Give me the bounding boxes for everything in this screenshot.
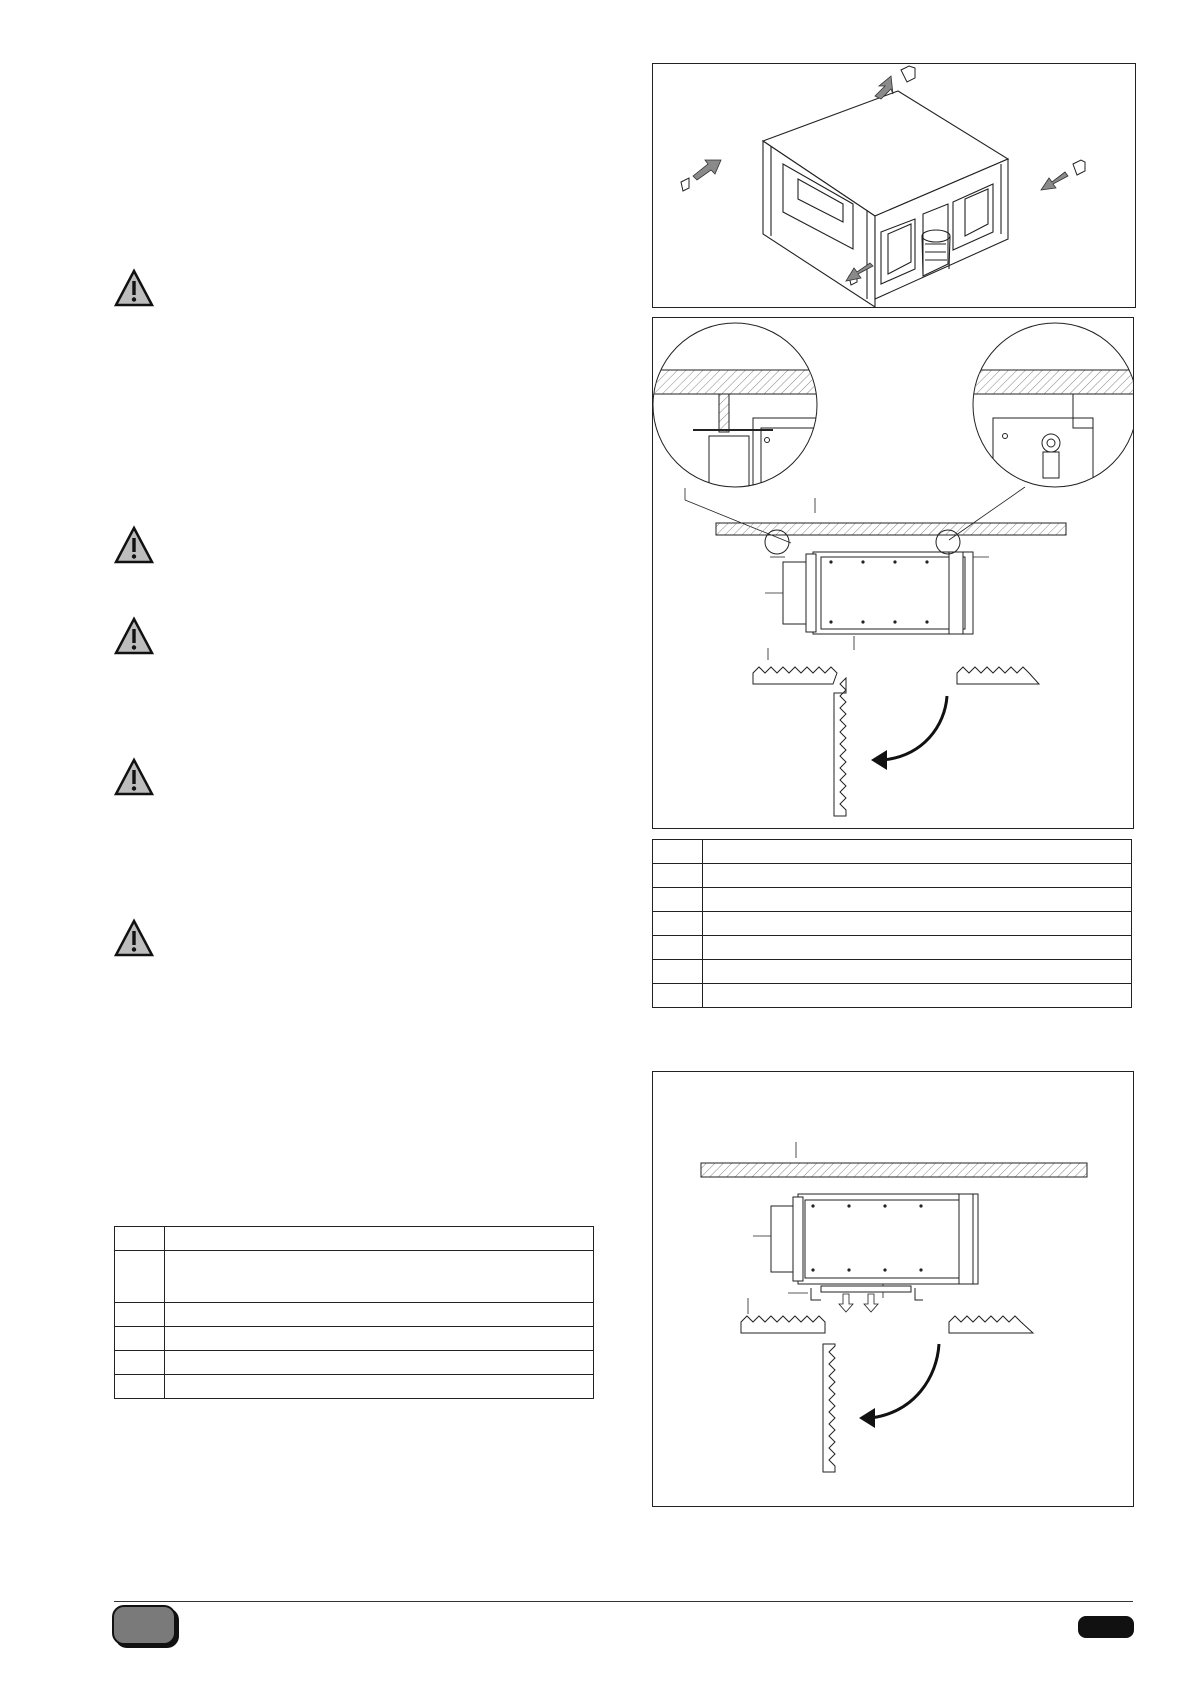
figure-suspension-drain	[652, 1071, 1134, 1507]
rotate-arrow-icon	[871, 750, 887, 770]
unit-isometric-drawing	[653, 64, 1135, 307]
figure-unit-isometric	[652, 63, 1136, 308]
rotate-arrow-icon	[859, 1408, 875, 1428]
table-row	[115, 1251, 594, 1303]
table-row	[115, 1351, 594, 1375]
table-row	[115, 1227, 594, 1251]
warning-triangle-icon	[114, 918, 154, 958]
table-row	[653, 840, 1132, 864]
legend-table-right	[652, 839, 1132, 1008]
page-number-badge	[1078, 1616, 1134, 1638]
table-row	[653, 984, 1132, 1008]
ceiling-suspension-drawing	[653, 318, 1133, 828]
figure-ceiling-suspension	[652, 317, 1134, 829]
table-row	[653, 912, 1132, 936]
table-row	[115, 1375, 594, 1399]
table-row	[115, 1303, 594, 1327]
table-row	[653, 864, 1132, 888]
warning-triangle-icon	[114, 268, 154, 308]
table-row	[653, 936, 1132, 960]
table-row	[653, 888, 1132, 912]
footer-divider	[114, 1601, 1133, 1602]
table-row	[653, 960, 1132, 984]
warning-triangle-icon	[114, 757, 154, 797]
language-badge	[112, 1605, 176, 1645]
legend-table-left	[114, 1226, 594, 1399]
warning-triangle-icon	[114, 525, 154, 565]
suspension-drain-drawing	[653, 1072, 1133, 1506]
warning-triangle-icon	[114, 616, 154, 656]
table-row	[115, 1327, 594, 1351]
